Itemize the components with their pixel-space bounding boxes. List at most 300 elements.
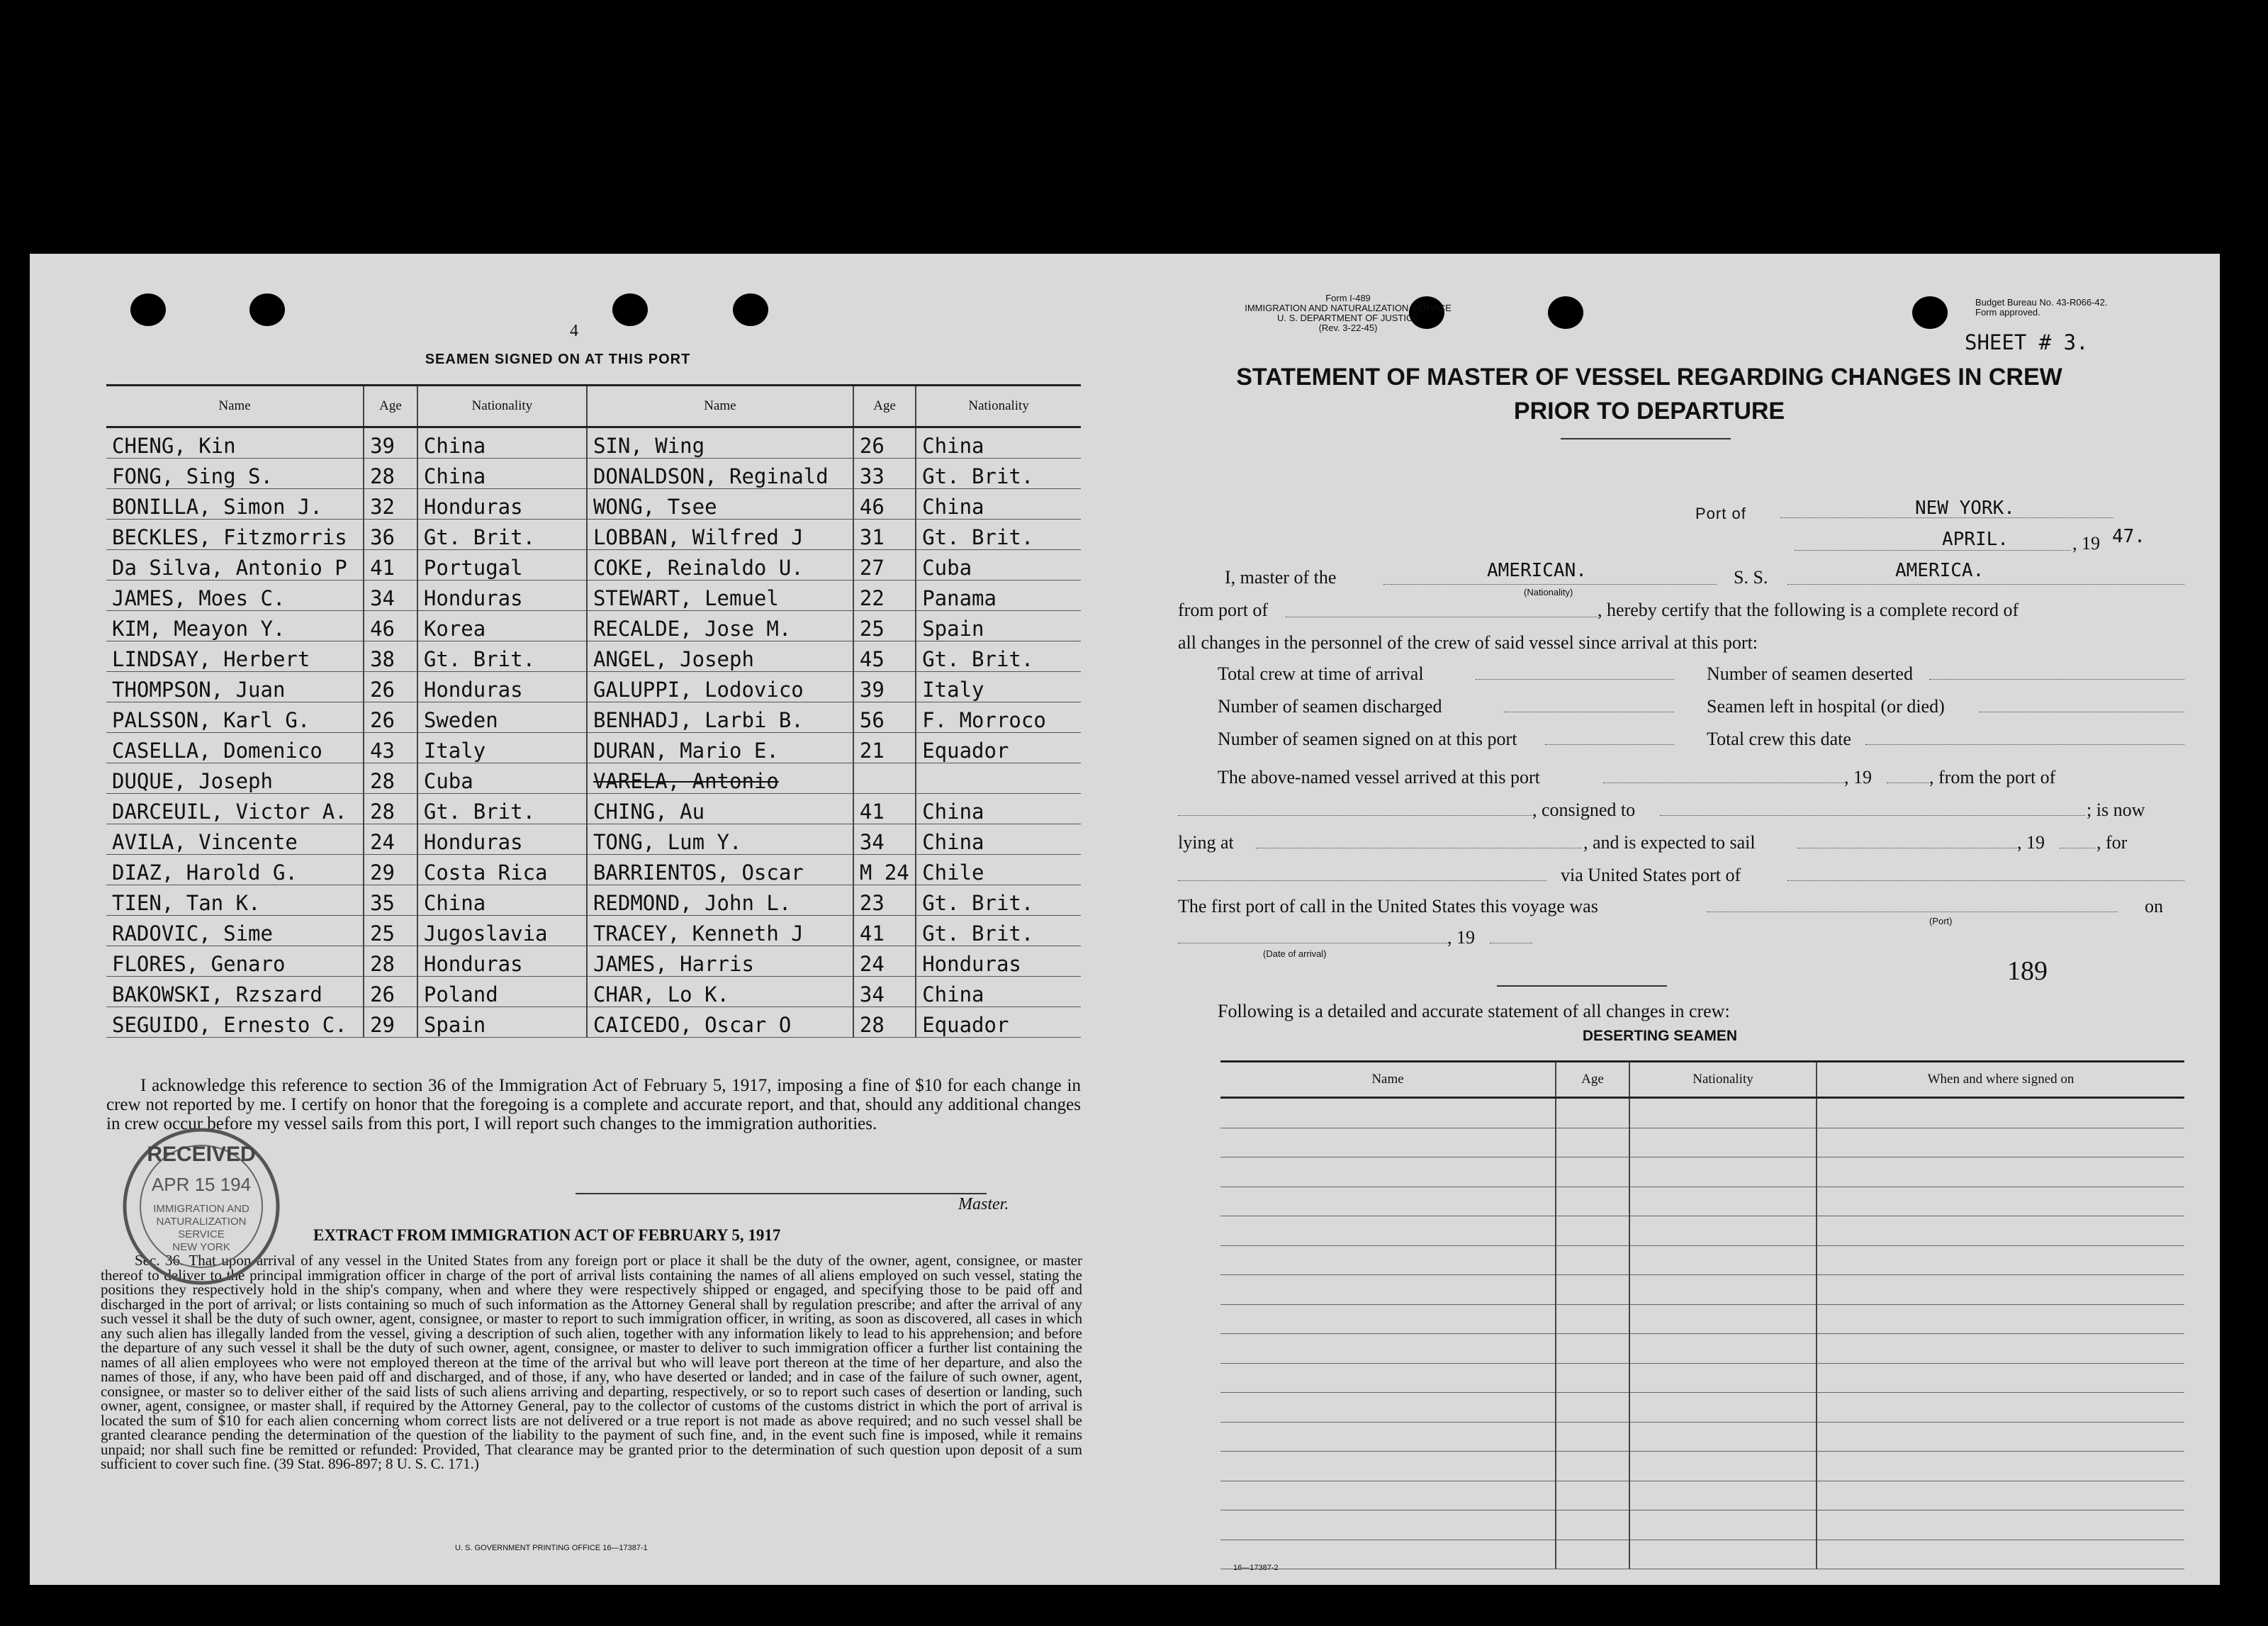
seaman-name: LOBBAN, Wilfred J bbox=[587, 520, 853, 550]
column-header-nationality: Nationality bbox=[417, 386, 587, 427]
master-of-the-label: I, master of the bbox=[1225, 567, 1337, 588]
seaman-nationality: Honduras bbox=[417, 489, 587, 520]
column-header-age: Age bbox=[1556, 1062, 1629, 1098]
seaman-nationality: Gt. Brit. bbox=[916, 641, 1081, 672]
deserter-signed-on bbox=[1817, 1452, 2184, 1481]
seaman-nationality: China bbox=[417, 885, 587, 916]
deserter-nationality bbox=[1629, 1128, 1817, 1157]
deserter-name bbox=[1220, 1128, 1556, 1157]
seaman-name: DUQUE, Joseph bbox=[106, 763, 364, 794]
seaman-age: 46 bbox=[364, 611, 417, 641]
table-row bbox=[106, 763, 1081, 794]
seaman-name: GALUPPI, Lodovico bbox=[587, 672, 853, 702]
column-header-age: Age bbox=[364, 386, 417, 427]
seaman-name: SEGUIDO, Ernesto C. bbox=[106, 1007, 364, 1038]
seaman-name: WONG, Tsee bbox=[587, 489, 853, 520]
deserter-age bbox=[1556, 1510, 1629, 1540]
deserter-name bbox=[1220, 1510, 1556, 1540]
table-row bbox=[106, 611, 1081, 641]
seaman-age: 38 bbox=[364, 641, 417, 672]
first-port-text: The first port of call in the United States this voyage was bbox=[1178, 896, 1598, 916]
seaman-age: 23 bbox=[853, 885, 916, 916]
seaman-age: 28 bbox=[853, 1007, 916, 1038]
table-row bbox=[1220, 1452, 2184, 1481]
seaman-age: 28 bbox=[364, 946, 417, 977]
deserter-age bbox=[1556, 1422, 1629, 1452]
seaman-age: 56 bbox=[853, 702, 916, 733]
seamen-signed-on-table bbox=[106, 384, 1081, 1038]
table-header-row bbox=[106, 386, 1081, 427]
document-sheet bbox=[30, 254, 2220, 1585]
deserter-signed-on bbox=[1817, 1157, 2184, 1187]
table-row bbox=[1220, 1510, 2184, 1540]
budget-bureau-number: Budget Bureau No. 43-R066-42. bbox=[1975, 297, 2108, 308]
seaman-nationality: Honduras bbox=[417, 824, 587, 855]
deserter-nationality bbox=[1629, 1098, 1817, 1128]
seaman-nationality: Italy bbox=[417, 733, 587, 763]
certify-text: , hereby certify that the following is a complete record of bbox=[1598, 600, 2019, 620]
seamen-deserted-field bbox=[1929, 679, 2184, 680]
deserter-name bbox=[1220, 1304, 1556, 1334]
form-footer: 16—17387-2 bbox=[1233, 1564, 1279, 1572]
table-row bbox=[1220, 1540, 2184, 1569]
seaman-name: COKE, Reinaldo U. bbox=[587, 550, 853, 581]
seaman-nationality: Gt. Brit. bbox=[916, 885, 1081, 916]
seaman-age: 29 bbox=[364, 1007, 417, 1038]
deserter-signed-on bbox=[1817, 1540, 2184, 1569]
deserter-signed-on bbox=[1817, 1422, 2184, 1452]
table-row bbox=[1220, 1422, 2184, 1452]
table-row bbox=[106, 885, 1081, 916]
seaman-name: ANGEL, Joseph bbox=[587, 641, 853, 672]
seaman-nationality: Equador bbox=[916, 733, 1081, 763]
form-agency: IMMIGRATION AND NATURALIZATION SERVICE bbox=[1245, 303, 1452, 313]
seaman-nationality: Poland bbox=[417, 977, 587, 1007]
seamen-hospital-label: Seamen left in hospital (or died) bbox=[1707, 696, 1945, 717]
handwritten-page-number: 189 bbox=[2007, 956, 2048, 986]
table-row bbox=[106, 702, 1081, 733]
seaman-age: 26 bbox=[364, 672, 417, 702]
deserter-age bbox=[1556, 1187, 1629, 1216]
seaman-age: 36 bbox=[364, 520, 417, 550]
seaman-nationality: Portugal bbox=[417, 550, 587, 581]
deserter-age bbox=[1556, 1334, 1629, 1364]
seaman-name: THOMPSON, Juan bbox=[106, 672, 364, 702]
seaman-name: TIEN, Tan K. bbox=[106, 885, 364, 916]
stamp-date-text: APR 15 194 bbox=[151, 1174, 252, 1195]
seaman-name: CHAR, Lo K. bbox=[587, 977, 853, 1007]
deserter-age bbox=[1556, 1245, 1629, 1275]
seamen-deserted-label: Number of seamen deserted bbox=[1707, 663, 1913, 684]
deserter-age bbox=[1556, 1128, 1629, 1157]
deserter-signed-on bbox=[1817, 1275, 2184, 1305]
deserter-age bbox=[1556, 1304, 1629, 1334]
deserter-nationality bbox=[1629, 1157, 1817, 1187]
seaman-age: 31 bbox=[853, 520, 916, 550]
table-row bbox=[1220, 1157, 2184, 1187]
seaman-age: 34 bbox=[364, 581, 417, 611]
table-row bbox=[106, 733, 1081, 763]
table-row bbox=[106, 977, 1081, 1007]
left-page bbox=[30, 254, 1206, 1585]
total-crew-arrival-field bbox=[1476, 679, 1674, 680]
deserter-age bbox=[1556, 1157, 1629, 1187]
seaman-name: BAKOWSKI, Rzszard bbox=[106, 977, 364, 1007]
year-value: 47. bbox=[2112, 526, 2145, 547]
year-prefix: , 19 bbox=[2072, 533, 2100, 554]
seaman-name: LINDSAY, Herbert bbox=[106, 641, 364, 672]
table-row bbox=[106, 581, 1081, 611]
seaman-age: M 24 bbox=[853, 855, 916, 885]
column-header-nationality: Nationality bbox=[916, 386, 1081, 427]
statement-title-line-1: STATEMENT OF MASTER OF VESSEL REGARDING CHANGES IN CREW bbox=[1236, 364, 2062, 391]
deserter-signed-on bbox=[1817, 1510, 2184, 1540]
deserter-signed-on bbox=[1817, 1334, 2184, 1364]
consigned-to-text: , consigned to bbox=[1532, 800, 1636, 820]
seaman-age: 41 bbox=[364, 550, 417, 581]
table-row bbox=[1220, 1304, 2184, 1334]
statement-title bbox=[1178, 360, 2121, 428]
date-value: APRIL. bbox=[1942, 529, 2009, 550]
seaman-nationality: Panama bbox=[916, 581, 1081, 611]
seaman-age: 41 bbox=[853, 794, 916, 824]
via-us-port-text: via United States port of bbox=[1561, 865, 1741, 885]
deserter-age bbox=[1556, 1540, 1629, 1569]
seaman-nationality: Honduras bbox=[916, 946, 1081, 977]
seaman-name: REDMOND, John L. bbox=[587, 885, 853, 916]
deserter-signed-on bbox=[1817, 1393, 2184, 1423]
deserter-nationality bbox=[1629, 1187, 1817, 1216]
nationality-value: AMERICAN. bbox=[1487, 560, 1587, 581]
deserter-nationality bbox=[1629, 1334, 1817, 1364]
deserter-nationality bbox=[1629, 1363, 1817, 1393]
deserter-signed-on bbox=[1817, 1216, 2184, 1246]
deserter-signed-on bbox=[1817, 1187, 2184, 1216]
deserter-signed-on bbox=[1817, 1128, 2184, 1157]
seaman-age: 21 bbox=[853, 733, 916, 763]
deserter-signed-on bbox=[1817, 1304, 2184, 1334]
deserter-signed-on bbox=[1817, 1098, 2184, 1128]
table-row bbox=[106, 824, 1081, 855]
deserting-seamen-title: DESERTING SEAMEN bbox=[1582, 1028, 1738, 1044]
seaman-nationality: China bbox=[916, 824, 1081, 855]
seaman-nationality: Spain bbox=[417, 1007, 587, 1038]
seaman-name: RECALDE, Jose M. bbox=[587, 611, 853, 641]
is-now-text: ; is now bbox=[2087, 800, 2145, 820]
deserter-name bbox=[1220, 1275, 1556, 1305]
received-stamp bbox=[120, 1126, 282, 1287]
on-text: on bbox=[2145, 896, 2163, 916]
year-label: , 19 bbox=[2017, 832, 2045, 853]
seaman-name: CASELLA, Domenico bbox=[106, 733, 364, 763]
origin-port-field bbox=[1178, 815, 1532, 816]
seaman-nationality: China bbox=[417, 459, 587, 489]
seaman-age: 39 bbox=[853, 672, 916, 702]
seaman-age: 43 bbox=[364, 733, 417, 763]
seaman-name: BARRIENTOS, Oscar bbox=[587, 855, 853, 885]
seaman-name: CAICEDO, Oscar O bbox=[587, 1007, 853, 1038]
table-row bbox=[1220, 1098, 2184, 1128]
table-row bbox=[106, 641, 1081, 672]
seaman-age: 22 bbox=[853, 581, 916, 611]
stamp-text: SERVICE bbox=[178, 1228, 225, 1240]
port-of-label: Port of bbox=[1695, 505, 1746, 522]
seaman-nationality: China bbox=[916, 794, 1081, 824]
via-port-field bbox=[1787, 880, 2184, 881]
section-divider bbox=[1497, 985, 1667, 987]
date-field bbox=[1795, 550, 2071, 551]
column-header-name: Name bbox=[587, 386, 853, 427]
deserter-name bbox=[1220, 1363, 1556, 1393]
seaman-name: JAMES, Moes C. bbox=[106, 581, 364, 611]
seaman-name: DARCEUIL, Victor A. bbox=[106, 794, 364, 824]
deserter-age bbox=[1556, 1452, 1629, 1481]
seaman-name: TONG, Lum Y. bbox=[587, 824, 853, 855]
column-header-name: Name bbox=[1220, 1062, 1556, 1098]
seamen-signed-on-field bbox=[1545, 744, 1674, 745]
deserter-age bbox=[1556, 1275, 1629, 1305]
seaman-nationality: Honduras bbox=[417, 672, 587, 702]
seaman-name: BONILLA, Simon J. bbox=[106, 489, 364, 520]
deserter-nationality bbox=[1629, 1510, 1817, 1540]
seaman-nationality: Spain bbox=[916, 611, 1081, 641]
deserter-name bbox=[1220, 1245, 1556, 1275]
vessel-name-value: AMERICA. bbox=[1895, 560, 1984, 581]
stamp-text: IMMIGRATION AND bbox=[153, 1203, 249, 1215]
form-identifier bbox=[1178, 293, 1518, 333]
seaman-nationality: Jugoslavia bbox=[417, 916, 587, 946]
table-row bbox=[106, 946, 1081, 977]
seaman-nationality: Gt. Brit. bbox=[417, 641, 587, 672]
vessel-name-field bbox=[1787, 584, 2184, 585]
deserter-name bbox=[1220, 1393, 1556, 1423]
form-revision: (Rev. 3-22-45) bbox=[1318, 323, 1378, 333]
seaman-nationality: Gt. Brit. bbox=[417, 520, 587, 550]
deserter-signed-on bbox=[1817, 1363, 2184, 1393]
deserter-name bbox=[1220, 1422, 1556, 1452]
page-number: 4 bbox=[570, 322, 578, 340]
deserter-age bbox=[1556, 1481, 1629, 1510]
seaman-nationality: Gt. Brit. bbox=[916, 459, 1081, 489]
deserter-name bbox=[1220, 1452, 1556, 1481]
total-crew-arrival-label: Total crew at time of arrival bbox=[1218, 663, 1424, 684]
table-row bbox=[106, 520, 1081, 550]
table-row bbox=[1220, 1393, 2184, 1423]
following-text: Following is a detailed and accurate statement of all changes in crew: bbox=[1218, 1001, 1730, 1021]
table-row bbox=[106, 916, 1081, 946]
deserter-nationality bbox=[1629, 1245, 1817, 1275]
column-header-name: Name bbox=[106, 386, 364, 427]
deserter-name bbox=[1220, 1481, 1556, 1510]
seaman-age: 27 bbox=[853, 550, 916, 581]
seaman-name: DIAZ, Harold G. bbox=[106, 855, 364, 885]
from-the-port-of-text: , from the port of bbox=[1929, 767, 2056, 787]
seaman-name: FONG, Sing S. bbox=[106, 459, 364, 489]
seaman-nationality: Costa Rica bbox=[417, 855, 587, 885]
table-row bbox=[106, 489, 1081, 520]
seaman-name: BECKLES, Fitzmorris bbox=[106, 520, 364, 550]
stamp-received-text: RECEIVED bbox=[147, 1143, 256, 1166]
seaman-name: FLORES, Genaro bbox=[106, 946, 364, 977]
total-crew-date-field bbox=[1865, 744, 2184, 745]
seaman-nationality: China bbox=[916, 427, 1081, 459]
seaman-age: 26 bbox=[364, 702, 417, 733]
expected-to-sail-text: , and is expected to sail bbox=[1583, 832, 1756, 853]
seaman-name: Da Silva, Antonio P bbox=[106, 550, 364, 581]
port-value: NEW YORK. bbox=[1915, 498, 2015, 519]
seaman-nationality: Korea bbox=[417, 611, 587, 641]
deserter-nationality bbox=[1629, 1452, 1817, 1481]
seaman-name: DONALDSON, Reginald bbox=[587, 459, 853, 489]
seaman-age: 32 bbox=[364, 489, 417, 520]
column-header-age: Age bbox=[853, 386, 916, 427]
form-number: Form I-489 bbox=[1325, 293, 1371, 303]
deserter-age bbox=[1556, 1216, 1629, 1246]
seaman-name: SIN, Wing bbox=[587, 427, 853, 459]
deserter-signed-on bbox=[1817, 1245, 2184, 1275]
seaman-nationality: Cuba bbox=[916, 550, 1081, 581]
table-row bbox=[106, 794, 1081, 824]
deserter-nationality bbox=[1629, 1275, 1817, 1305]
table-row bbox=[1220, 1245, 2184, 1275]
seaman-nationality: Honduras bbox=[417, 581, 587, 611]
deserter-name bbox=[1220, 1216, 1556, 1246]
total-crew-date-label: Total crew this date bbox=[1707, 729, 1851, 749]
seaman-name: STEWART, Lemuel bbox=[587, 581, 853, 611]
table-row bbox=[1220, 1334, 2184, 1364]
master-signature-line bbox=[576, 1193, 987, 1194]
all-changes-text: all changes in the personnel of the crew of said vessel since arrival at this port: bbox=[1178, 632, 1758, 653]
seaman-name: TRACEY, Kenneth J bbox=[587, 916, 853, 946]
deserter-nationality bbox=[1629, 1216, 1817, 1246]
seamen-signed-on-label: Number of seamen signed on at this port bbox=[1218, 729, 1517, 749]
deserter-nationality bbox=[1629, 1304, 1817, 1334]
seaman-age: 34 bbox=[853, 824, 916, 855]
seaman-age: 33 bbox=[853, 459, 916, 489]
seaman-age: 46 bbox=[853, 489, 916, 520]
table-row bbox=[106, 427, 1081, 459]
seaman-age: 24 bbox=[364, 824, 417, 855]
column-header-signed-on: When and where signed on bbox=[1817, 1062, 2184, 1098]
seaman-nationality: Cuba bbox=[417, 763, 587, 794]
seaman-name: BENHADJ, Larbi B. bbox=[587, 702, 853, 733]
seaman-age: 45 bbox=[853, 641, 916, 672]
seaman-nationality: Equador bbox=[916, 1007, 1081, 1038]
stamp-text: NATURALIZATION bbox=[156, 1216, 247, 1228]
seaman-nationality: Chile bbox=[916, 855, 1081, 885]
port-caption: (Port) bbox=[1929, 916, 1953, 926]
seaman-age: 26 bbox=[364, 977, 417, 1007]
right-page bbox=[1178, 254, 2220, 1585]
destination-field bbox=[1178, 880, 1546, 881]
seaman-name: PALSSON, Karl G. bbox=[106, 702, 364, 733]
table-row bbox=[1220, 1128, 2184, 1157]
seaman-age: 24 bbox=[853, 946, 916, 977]
budget-bureau-note bbox=[1975, 298, 2107, 318]
form-approved: Form approved. bbox=[1975, 307, 2040, 318]
year-label: , 19 bbox=[1447, 927, 1475, 948]
seaman-age bbox=[853, 763, 916, 794]
arrived-text: The above-named vessel arrived at this port bbox=[1218, 767, 1540, 787]
title-divider bbox=[1561, 438, 1731, 439]
nationality-caption: (Nationality) bbox=[1524, 587, 1573, 598]
deserter-name bbox=[1220, 1187, 1556, 1216]
seaman-age: 26 bbox=[853, 427, 916, 459]
deserter-nationality bbox=[1629, 1540, 1817, 1569]
seaman-name: AVILA, Vincente bbox=[106, 824, 364, 855]
table-row bbox=[1220, 1481, 2184, 1510]
seaman-age: 28 bbox=[364, 459, 417, 489]
table-row bbox=[1220, 1275, 2184, 1305]
seaman-nationality: China bbox=[417, 427, 587, 459]
seaman-nationality: Sweden bbox=[417, 702, 587, 733]
deserter-age bbox=[1556, 1098, 1629, 1128]
deserter-age bbox=[1556, 1393, 1629, 1423]
acknowledgement-text: I acknowledge this reference to section 36 of the Immigration Act of February 5, 1917, imposing a fine of $10 for each change in crew not reported by me. I certify on honor that the foregoing is a complete and accurate report, and that, should any additional changes in crew occur before my vessel sails from this port, I will report such changes to the immigration authorities. bbox=[106, 1076, 1081, 1133]
ss-label: S. S. bbox=[1734, 567, 1768, 588]
statement-title-line-2: PRIOR TO DEPARTURE bbox=[1513, 398, 1785, 425]
consignee-field bbox=[1660, 815, 2085, 816]
section-36-text: Sec. 36. That upon arrival of any vessel in the United States from any foreign port or place it shall be the duty of the owner, agent, consignee, or master thereof to deliver to the principal immigration officer in charge of the port of arrival lists containing the names of all aliens employed on such vessel, stating the positions they respectively hold in the ship's company, when and where they were respectively shipped or engaged, and specifying those to be paid off and discharged in the port of arrival; or lists containing so much of such information as the Attorney General shall by regulation prescribe; and after the arrival of any such vessel it shall be the duty of such owner, agent, consignee, or master to report to such immigration officer, in writing, as soon as discovered, all cases in which any such alien has illegally landed from the vessel, giving a description of such alien, together with any information likely to lead to his apprehension; and before the departure of any such vessel it shall be the duty of such owner, agent, consignee, or master to deliver to such immigration officer a further list containing the names of all alien employees who were not employed thereon at the time of the arrival but who will leave port thereon at the time of her departure, and also the names of those, if any, who have been paid off and discharged, and of those, if any, who have deserted or landed; and in case of the failure of such owner, agent, consignee, or master so to deliver either of the said lists of such aliens arriving and departing, respectively, or so to report such cases of desertion or landing, such owner, agent, consignee, or master shall, if required by the Attorney General, pay to the collector of customs of the customs district in which the port of arrival is located the sum of $10 for each alien concerning whom correct lists are not delivered or a true report is not made as above required; and no such vessel shall be granted clearance pending the determination of the question of the liability to the payment of such fine, and, in the event such fine is imposed, while it remains unpaid; nor shall such fine be remitted or refunded: Provided, That clearance may be granted prior to the determination of such question upon deposit of a sum sufficient to cover such fine. (39 Stat. 896-897; 8 U. S. C. 171.) bbox=[101, 1252, 1082, 1472]
seamen-discharged-label: Number of seamen discharged bbox=[1218, 696, 1442, 717]
deserting-seamen-table bbox=[1220, 1060, 2184, 1569]
printing-office-footer: U. S. GOVERNMENT PRINTING OFFICE 16—17387-1 bbox=[455, 1544, 648, 1552]
seaman-age: 28 bbox=[364, 763, 417, 794]
table-row bbox=[1220, 1216, 2184, 1246]
seaman-age: 35 bbox=[364, 885, 417, 916]
seaman-nationality: Honduras bbox=[417, 946, 587, 977]
seaman-name: KIM, Meayon Y. bbox=[106, 611, 364, 641]
seaman-age: 34 bbox=[853, 977, 916, 1007]
seaman-name: RADOVIC, Sime bbox=[106, 916, 364, 946]
sheet-number: SHEET # 3. bbox=[1965, 330, 2089, 354]
deserter-nationality bbox=[1629, 1481, 1817, 1510]
seaman-age: 41 bbox=[853, 916, 916, 946]
column-header-nationality: Nationality bbox=[1629, 1062, 1817, 1098]
table-header-row bbox=[1220, 1062, 2184, 1098]
year-label: , 19 bbox=[1844, 767, 1872, 787]
table-row bbox=[106, 672, 1081, 702]
seaman-nationality: Gt. Brit. bbox=[417, 794, 587, 824]
seaman-nationality: Gt. Brit. bbox=[916, 916, 1081, 946]
table-row bbox=[106, 855, 1081, 885]
seaman-name: VARELA, Antonio bbox=[587, 763, 853, 794]
from-port-of-label: from port of bbox=[1178, 600, 1269, 620]
table-row bbox=[106, 1007, 1081, 1038]
extract-title: EXTRACT FROM IMMIGRATION ACT OF FEBRUARY 5, 1917 bbox=[313, 1226, 781, 1244]
deserter-name bbox=[1220, 1334, 1556, 1364]
lying-at-text: lying at bbox=[1178, 832, 1234, 853]
seaman-name: CHENG, Kin bbox=[106, 427, 364, 459]
deserter-age bbox=[1556, 1363, 1629, 1393]
table-row bbox=[106, 550, 1081, 581]
master-label: Master. bbox=[958, 1195, 1009, 1213]
deserter-name bbox=[1220, 1157, 1556, 1187]
seaman-age: 39 bbox=[364, 427, 417, 459]
for-text: , for bbox=[2096, 832, 2128, 853]
deserter-signed-on bbox=[1817, 1481, 2184, 1510]
seaman-nationality bbox=[916, 763, 1081, 794]
seaman-nationality: China bbox=[916, 489, 1081, 520]
form-department: U. S. DEPARTMENT OF JUSTICE bbox=[1276, 313, 1420, 323]
deserter-name bbox=[1220, 1098, 1556, 1128]
seaman-name: CHING, Au bbox=[587, 794, 853, 824]
seaman-name: JAMES, Harris bbox=[587, 946, 853, 977]
seaman-age: 25 bbox=[364, 916, 417, 946]
table-row bbox=[106, 459, 1081, 489]
seaman-name: DURAN, Mario E. bbox=[587, 733, 853, 763]
stamp-text: NEW YORK bbox=[172, 1241, 230, 1253]
